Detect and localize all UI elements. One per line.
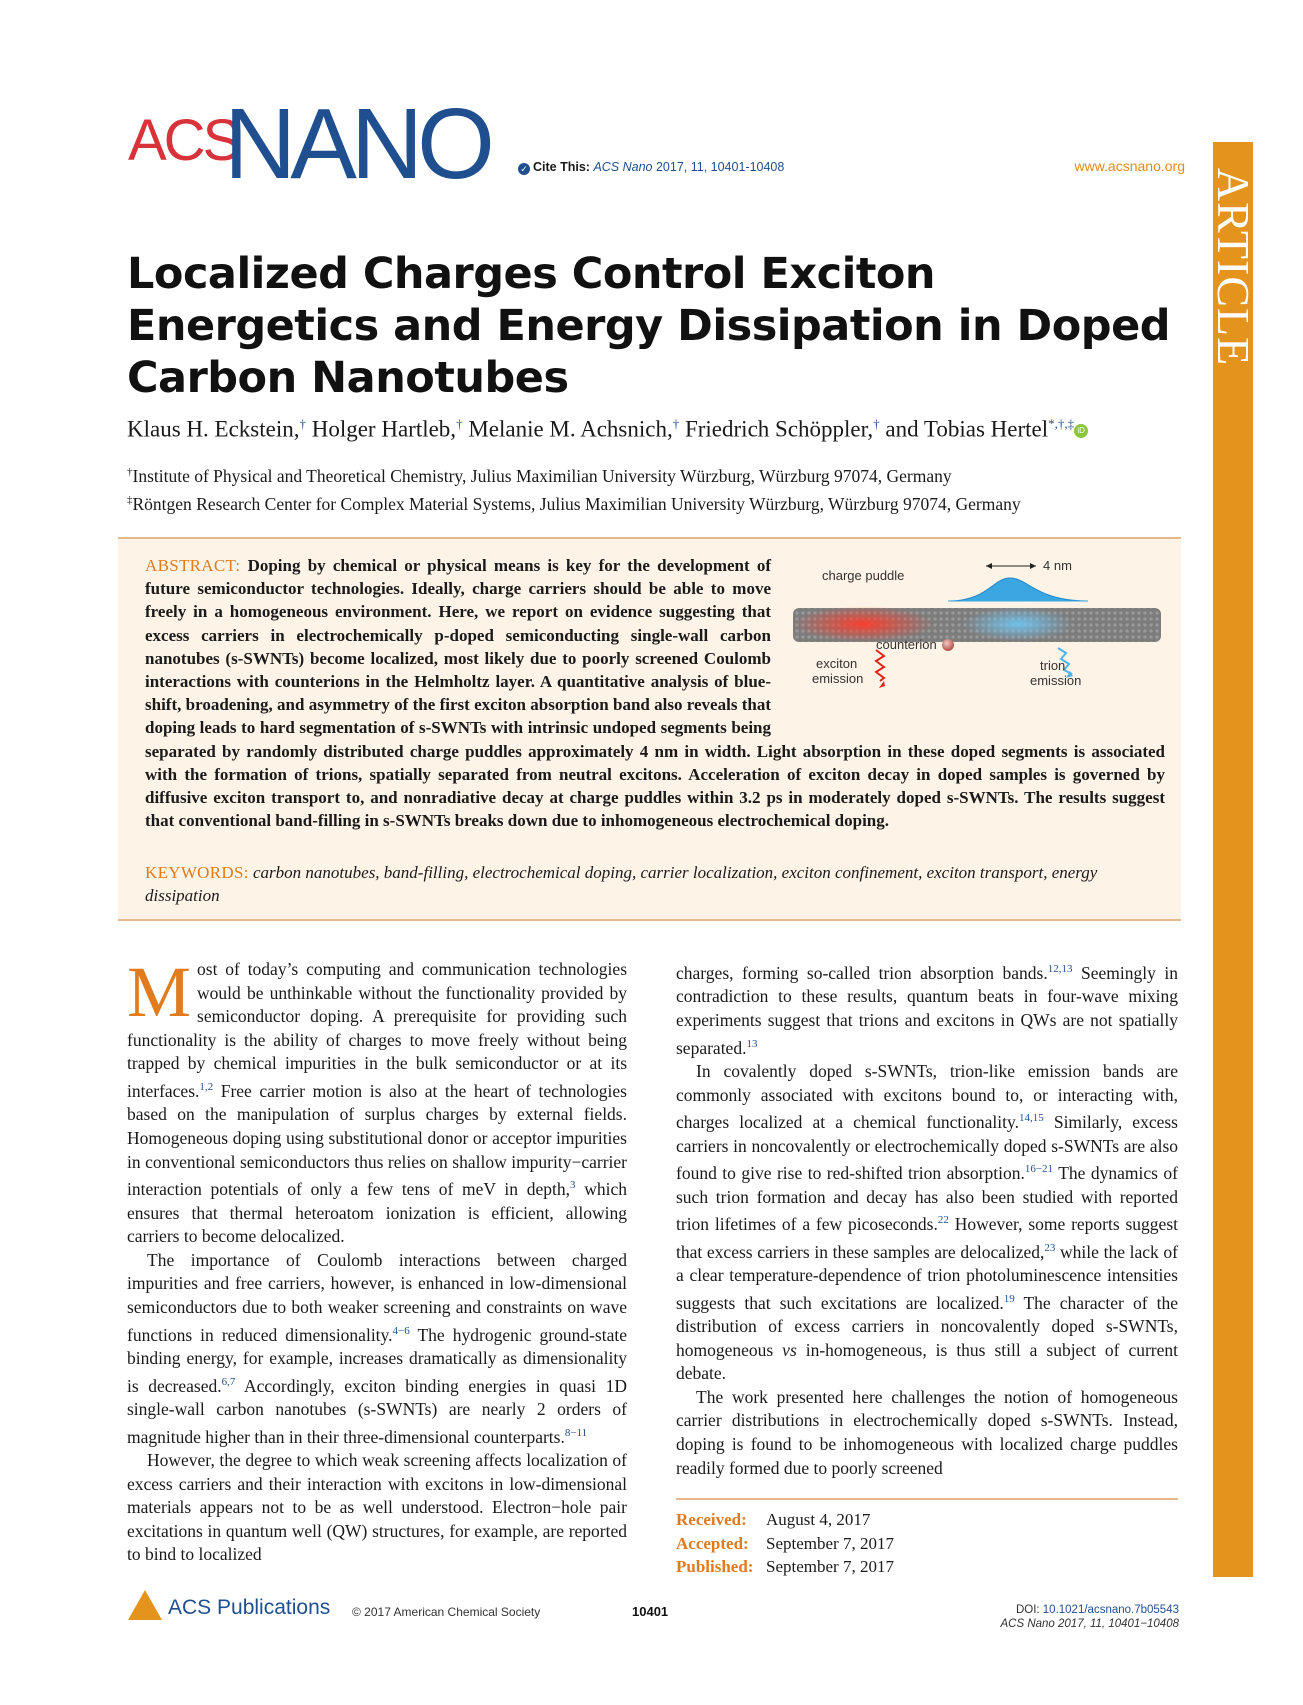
label-trion-1: trion bbox=[1040, 658, 1066, 673]
text-run: However, the degree to which weak screening affects localization of excess carriers and their interaction with excitons in low-dimensional materials appears not to be as well understood. Electron−hole pair excitations in quantum well (QW) structures, for example, are reported to bind to localized bbox=[127, 1450, 627, 1565]
author-list bbox=[127, 416, 1207, 443]
acs-triangle-icon bbox=[128, 1590, 162, 1620]
date-label: Published: bbox=[676, 1557, 754, 1576]
text-run: ost of today’s computing and communication technologies would be unthinkable without the functionality provided by semiconductor doping. A prerequisite for providing such functionality is the ability of charges to move freely without being trapped by chemical impurities in the bulk semiconductor or at its interfaces. bbox=[127, 959, 627, 1101]
label-exciton-2: emission bbox=[812, 671, 864, 686]
text-run: The importance of Coulomb interactions between charged impurities and free carriers, however, is enhanced in low-dimensional semiconductors due to both weaker screening and constraints on wave functions in reduced dimensionality. bbox=[127, 1249, 627, 1345]
paragraph-coulomb bbox=[127, 1249, 627, 1449]
keywords-label: KEYWORDS: bbox=[145, 863, 249, 882]
text-run: In covalently doped s-SWNTs, trion-like emission bands are commonly associated with excitons bound to, or interacting with, charges localized at a chemical functionality. bbox=[676, 1061, 1178, 1133]
abstract-text: Doping by chemical or physical means is key for the development of future semiconductor technologies. Ideally, charge carriers should be able to move freely in a homogeneous environment. Here, we report on evidence suggesting that excess carriers in electrochemically p-doped semiconducting single-wall carbon nanotubes (s-SWNTs) become localized, most likely due to poorly screened Coulomb interactions with counterions in the Helmholtz layer. A quantitative analysis of blue-shift, broadening, and asymmetry of the first exciton absorption band also reveals that doping leads to hard segmentation of s-SWNTs with intrinsic undoped segments being separated by randomly distributed charge puddles approximately 4 nm in width. Light absorption in these doped segments is associated with the formation of trions, spatially separated from neutral excitons. Acceleration of exciton decay in doped samples is governed by diffusive exciton transport to, and nonradiative decay at charge puddles within 3.2 ps in moderately doped s-SWNTs. The results suggest that conventional band-filling in s-SWNTs breaks down due to inhomogeneous electrochemical doping. bbox=[145, 556, 1165, 831]
author-1[interactable]: Klaus H. Eckstein, bbox=[127, 416, 300, 442]
keywords bbox=[145, 861, 1165, 907]
toc-figure bbox=[788, 556, 1168, 694]
text-run: The character of the distribution of excess carriers in noncovalently doped s-SWNTs, homogeneous bbox=[676, 1292, 1178, 1360]
counterion-ball bbox=[942, 639, 954, 651]
affiliation-2 bbox=[127, 494, 1207, 515]
author-2-marks: † bbox=[456, 416, 463, 431]
doi-link[interactable]: 10.1021/acsnano.7b05543 bbox=[1042, 1604, 1179, 1616]
date-accepted bbox=[676, 1532, 1178, 1556]
ref-link[interactable]: 22 bbox=[937, 1214, 949, 1227]
affiliation-1 bbox=[127, 466, 1207, 487]
ref-link[interactable]: 14,15 bbox=[1018, 1112, 1044, 1125]
article-title: Localized Charges Control Exciton Energetics and Energy Dissipation in Doped Carbon Nanotubes bbox=[127, 249, 1171, 403]
text-run: Accordingly, exciton binding energies in quasi 1D single-wall carbon nanotubes (s-SWNTs) are nearly 2 orders of magnitude higher than in their three-dimensional counterparts. bbox=[127, 1375, 627, 1447]
article-dates bbox=[676, 1498, 1178, 1579]
text-run: in-homogeneous, is thus still a subject of current debate. bbox=[676, 1339, 1178, 1384]
cite-this[interactable] bbox=[518, 160, 784, 175]
paragraph-covalent-doping bbox=[676, 1060, 1178, 1386]
label-charge-puddle: charge puddle bbox=[822, 568, 905, 583]
text-run: The dynamics of such trion formation and decay has also been studied with reported trion lifetimes of a few picoseconds. bbox=[676, 1163, 1178, 1235]
journal-logo bbox=[128, 88, 508, 200]
label-trion-2: emission bbox=[1030, 673, 1082, 688]
author-3-marks: † bbox=[672, 416, 680, 431]
ref-link[interactable]: 13 bbox=[746, 1037, 758, 1050]
text-run: The work presented here challenges the notion of homogeneous carrier distributions in electrochemically doped s-SWNTs. Instead, doping is found to be inhomogeneous with localized charge puddles readily formed due to poorly screened bbox=[676, 1386, 1178, 1478]
keywords-text: carbon nanotubes, band-filling, electrochemical doping, carrier localization, exciton confinement, exciton transport, energy dissipation bbox=[145, 863, 1098, 906]
affiliation-2-mark: ‡ bbox=[127, 494, 133, 507]
date-value: August 4, 2017 bbox=[766, 1510, 871, 1529]
text-run: However, some reports suggest that excess carriers in these samples are delocalized, bbox=[676, 1214, 1178, 1262]
author-4-marks: † bbox=[873, 416, 880, 431]
ref-link[interactable]: 6,7 bbox=[221, 1375, 236, 1388]
drop-cap: M bbox=[127, 952, 192, 1032]
paragraph-intro bbox=[127, 952, 627, 1249]
label-scale: 4 nm bbox=[1043, 558, 1072, 573]
affiliation-1-text: Institute of Physical and Theoretical Chemistry, Julius Maximilian University Würzburg, Würzburg 97074, Germany bbox=[132, 466, 952, 486]
date-published bbox=[676, 1555, 1178, 1579]
affiliation-2-text: Röntgen Research Center for Complex Material Systems, Julius Maximilian University Würzburg, Würzburg 97074, Germany bbox=[132, 494, 1021, 514]
ref-link[interactable]: 1,2 bbox=[199, 1080, 214, 1093]
copyright: © 2017 American Chemical Society bbox=[352, 1605, 541, 1619]
date-value: September 7, 2017 bbox=[766, 1533, 894, 1553]
publisher-logo[interactable] bbox=[128, 1590, 330, 1620]
author-5[interactable]: and Tobias Hertel bbox=[885, 416, 1049, 442]
logo-acs: ACS bbox=[128, 108, 239, 173]
exciton-emission-arrow bbox=[876, 650, 884, 681]
ref-link[interactable]: 8−11 bbox=[564, 1426, 588, 1439]
ref-link[interactable]: 19 bbox=[1003, 1292, 1015, 1305]
body-column-left bbox=[127, 952, 627, 1567]
text-run: which ensures that thermal heteroatom ionization is efficient, allowing carriers to become delocalized. bbox=[127, 1179, 627, 1247]
article-side-text: ARTICLE bbox=[1208, 167, 1259, 367]
trion-glow bbox=[963, 607, 1073, 641]
text-run: The hydrogenic ground-state binding energy, for example, increases dramatically as dimensionality is decreased. bbox=[127, 1324, 627, 1396]
label-exciton-1: exciton bbox=[816, 656, 858, 671]
cite-label: Cite This: bbox=[533, 160, 590, 174]
label-counterion: counterion bbox=[876, 637, 937, 652]
date-label: Received: bbox=[676, 1510, 747, 1529]
paragraph-present-work bbox=[676, 1386, 1178, 1480]
abstract-label: ABSTRACT: bbox=[145, 556, 241, 575]
text-run: charges, forming so-called trion absorption bands. bbox=[676, 962, 1048, 983]
ref-link[interactable]: 4−6 bbox=[392, 1324, 410, 1337]
date-value: September 7, 2017 bbox=[766, 1557, 894, 1576]
charge-puddle-curve bbox=[948, 578, 1088, 601]
text-run: vs bbox=[782, 1339, 797, 1360]
page-number: 10401 bbox=[632, 1604, 669, 1619]
doi-block bbox=[1000, 1603, 1179, 1631]
toc-figure-svg bbox=[788, 556, 1168, 694]
ref-link[interactable]: 3 bbox=[570, 1179, 576, 1192]
text-run: Free carrier motion is also at the heart of technologies based on the manipulation of surplus charges by external fields. Homogeneous doping using substitutional donor or acceptor impurities in conventional semiconductors thus relies on shallow impurity−carrier interaction potentials of only a few tens of meV in depth, bbox=[127, 1080, 627, 1199]
affiliation-1-mark: † bbox=[127, 466, 133, 479]
article-side-label bbox=[1208, 142, 1259, 392]
journal-website-link[interactable]: www.acsnano.org bbox=[1074, 158, 1185, 174]
body-column-right bbox=[676, 958, 1178, 1480]
publisher-name: ACS Publications bbox=[168, 1596, 331, 1619]
date-label: Accepted: bbox=[676, 1533, 749, 1553]
author-2[interactable]: Holger Hartleb, bbox=[311, 416, 457, 442]
text-run: Similarly, excess carriers in noncovalently or electrochemically doped s-SWNTs are also found to give rise to red-shifted trion absorption. bbox=[676, 1112, 1178, 1184]
cite-icon: ✓ bbox=[518, 163, 530, 175]
author-4[interactable]: Friedrich Schöppler, bbox=[684, 416, 874, 442]
logo-nano: NANO bbox=[224, 88, 489, 200]
paragraph-trion-bands bbox=[676, 958, 1178, 1060]
date-received bbox=[676, 1508, 1178, 1532]
cite-rest: 2017, 11, 10401-10408 bbox=[652, 160, 785, 174]
paragraph-screening bbox=[127, 1449, 627, 1567]
doi-label: DOI: bbox=[1015, 1604, 1043, 1616]
journal-reference: ACS Nano 2017, 11, 10401−10408 bbox=[1000, 1618, 1179, 1630]
text-run: while the lack of a clear temperature-dependence of trion photoluminescence intensities suggests that such excitations are localized. bbox=[676, 1241, 1179, 1313]
cite-journal: ACS Nano bbox=[593, 160, 653, 174]
author-1-marks: † bbox=[299, 416, 306, 431]
ref-link[interactable]: 12,13 bbox=[1047, 963, 1073, 975]
ref-link[interactable]: 16−21 bbox=[1024, 1163, 1054, 1176]
ref-link[interactable]: 23 bbox=[1044, 1241, 1056, 1254]
author-5-marks: *,†,‡ bbox=[1048, 416, 1075, 431]
text-run: Seemingly in contradiction to these results, quantum beats in four-wave mixing experiments suggest that trions and excitons in QWs are not spatially separated. bbox=[676, 962, 1178, 1058]
orcid-icon[interactable]: iD bbox=[1074, 424, 1088, 438]
author-3[interactable]: Melanie M. Achsnich, bbox=[468, 416, 673, 442]
